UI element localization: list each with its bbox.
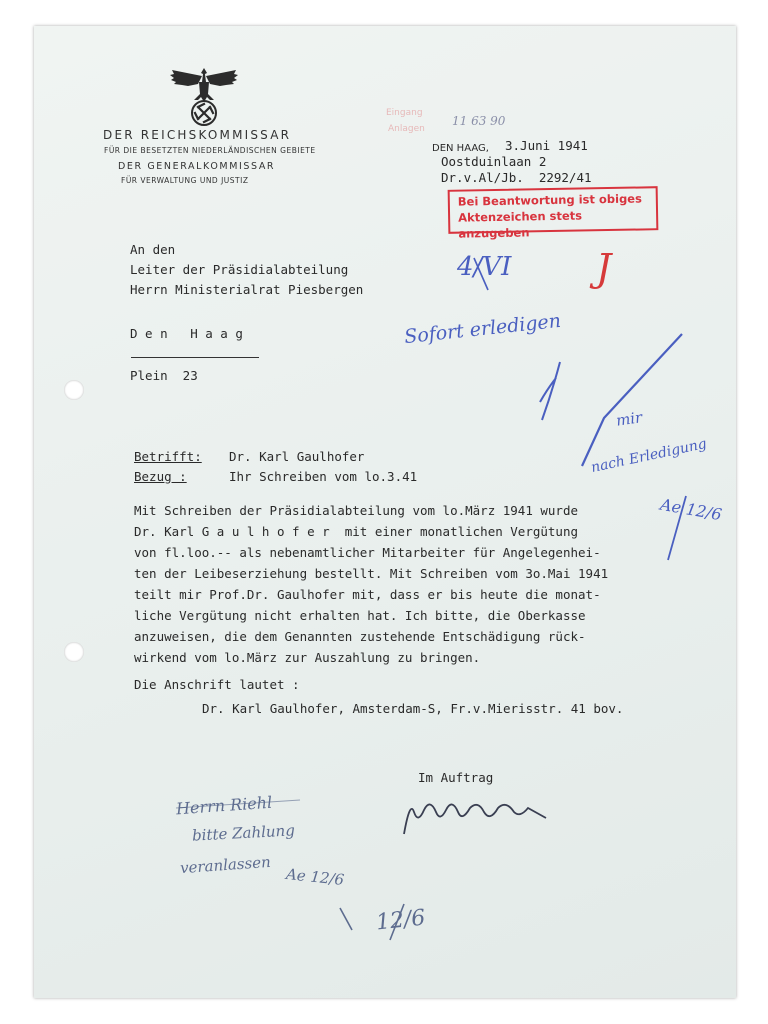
handwritten-left-note-1: Herrn Riehl bbox=[175, 792, 273, 819]
handwritten-letter: J bbox=[596, 246, 612, 290]
letterhead-department: DER GENERALKOMMISSAR bbox=[118, 161, 276, 172]
letterhead-department-subtitle: FÜR VERWALTUNG UND JUSTIZ bbox=[121, 176, 249, 185]
register-number: 11 63 90 bbox=[452, 114, 506, 128]
handwritten-margin-note-1: mir bbox=[614, 408, 644, 430]
city-label: DEN HAAG, bbox=[432, 143, 489, 154]
handwritten-left-note-3: veranlassen bbox=[179, 852, 272, 878]
punch-hole-top bbox=[64, 380, 84, 400]
in-auftrag: Im Auftrag bbox=[418, 770, 494, 785]
address-line: Dr. Karl Gaulhofer, Amsterdam-S, Fr.v.Mierisstr. 41 bov. bbox=[202, 701, 624, 716]
handwritten-sofort-note: Sofort erledigen bbox=[403, 309, 562, 349]
recipient-line-1: An den bbox=[130, 242, 176, 257]
recipient-street: Plein 23 bbox=[130, 368, 198, 383]
faint-stamp-line-2: Anlagen bbox=[388, 124, 425, 134]
file-reference: Dr.v.Al/Jb. 2292/41 bbox=[441, 170, 592, 185]
letterhead-subtitle: FÜR DIE BESETZTEN NIEDERLÄNDISCHEN GEBIETE bbox=[104, 146, 316, 155]
body-line: teilt mir Prof.Dr. Gaulhofer mit, dass er bis heute die monat- bbox=[134, 587, 601, 602]
letterhead-title: DER REICHSKOMMISSAR bbox=[103, 128, 292, 142]
betrifft-label: Betrifft: bbox=[134, 449, 202, 464]
bezug-value: Ihr Schreiben vom lo.3.41 bbox=[229, 469, 418, 484]
handwritten-margin-note-2: nach Erledigung bbox=[589, 435, 709, 477]
betrifft-value: Dr. Karl Gaulhofer bbox=[229, 449, 365, 464]
eagle-emblem-icon bbox=[168, 64, 240, 130]
handwritten-left-initials: Ae 12/6 bbox=[285, 865, 345, 889]
body-line: liche Vergütung nicht erhalten hat. Ich bitte, die Oberkasse bbox=[134, 608, 586, 623]
handwritten-left-note-2: bitte Zahlung bbox=[191, 821, 296, 845]
punch-hole-bottom bbox=[64, 642, 84, 662]
recipient-city: D e n H a a g bbox=[130, 326, 243, 341]
body-line: wirkend vom lo.März zur Auszahlung zu bringen. bbox=[134, 650, 481, 665]
recipient-line-3: Herrn Ministerialrat Piesbergen bbox=[130, 282, 364, 297]
body-line: Dr. Karl G a u l h o f e r mit einer monatlichen Vergütung bbox=[134, 524, 579, 539]
body-line: anzuweisen, die dem Genannten zustehende Entschädigung rück- bbox=[134, 629, 586, 644]
handwritten-bottom-initials: 12/6 bbox=[374, 905, 427, 936]
body-line: Mit Schreiben der Präsidialabteilung vom lo.März 1941 wurde bbox=[134, 503, 579, 518]
stamp-line-1: Bei Beantwortung ist obiges bbox=[457, 191, 642, 209]
recipient-line-2: Leiter der Präsidialabteilung bbox=[130, 262, 349, 277]
address-divider bbox=[131, 357, 259, 358]
reference-stamp bbox=[448, 186, 659, 241]
bezug-label: Bezug : bbox=[134, 469, 187, 484]
sender-street: Oostduinlaan 2 bbox=[441, 154, 547, 169]
faint-stamp-line-1: Eingang bbox=[386, 108, 423, 118]
body-line: von fl.loo.-- als nebenamtlicher Mitarbeiter für Angelegenhei- bbox=[134, 545, 601, 560]
stamp-line-2: Aktenzeichen stets anzugeben bbox=[457, 208, 583, 241]
handwritten-roman-number: 4/VI bbox=[457, 252, 512, 282]
handwritten-margin-initials: Ae 12/6 bbox=[658, 494, 724, 525]
address-intro: Die Anschrift lautet : bbox=[134, 677, 300, 692]
body-line: ten der Leibeserziehung bestellt. Mit Schreiben vom 3o.Mai 1941 bbox=[134, 566, 609, 581]
letter-date: 3.Juni 1941 bbox=[505, 138, 588, 153]
